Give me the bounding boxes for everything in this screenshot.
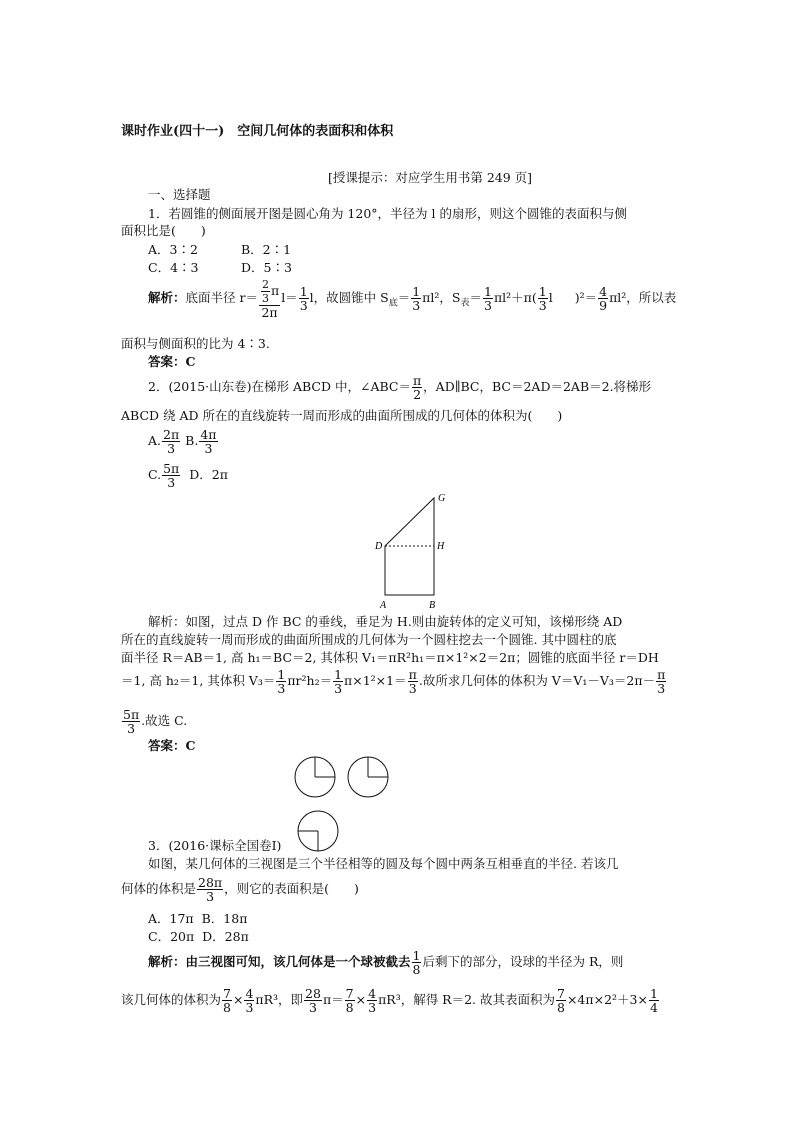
text: l，故圆锥中 S (309, 290, 389, 305)
den: 8 (557, 1000, 565, 1015)
den: 8 (345, 1000, 354, 1015)
q2-option-d: D．2π (189, 467, 228, 482)
fraction (197, 876, 223, 903)
num: 4 (599, 284, 608, 299)
q2-option-b: B. (185, 433, 199, 448)
text: × (232, 992, 244, 1007)
num: 1 (649, 986, 658, 1001)
text: πR³，即 (255, 992, 304, 1007)
den: 2π (261, 305, 278, 320)
text: π＝ (322, 992, 344, 1007)
label-d: D (375, 541, 383, 552)
num: 5π (123, 707, 140, 722)
fraction (598, 285, 608, 312)
q1-option-c: C．4∶3 (148, 260, 199, 275)
den: 3 (245, 1000, 254, 1015)
den: 4 (649, 1000, 658, 1015)
q3-options-ab (148, 911, 247, 927)
den: 3 (538, 298, 547, 313)
text: .故选 C. (141, 713, 188, 728)
text: 该几何体的体积为 (121, 992, 222, 1007)
text: 何体的体积是 (121, 881, 197, 896)
q1-solution-line1 (148, 278, 676, 319)
num: 28 (305, 986, 321, 1001)
num: 4 (245, 986, 254, 1001)
den: 3 (206, 889, 215, 904)
q2-stem-line2: ABCD 绕 AD 所在的直线旋转一周而形成的曲面所围成的几何体的体积为( ) (121, 408, 563, 423)
text: ＝ (469, 290, 482, 305)
q2-answer: 答案：C (148, 738, 196, 753)
q1-option-b: B．2∶1 (241, 242, 292, 257)
num: 2 (261, 278, 269, 291)
num: 1 (277, 667, 286, 682)
q1-stem-line2: 面积比是( ) (121, 223, 206, 238)
text: πR³，解得 R＝2. 故其表面积为 (378, 992, 555, 1007)
q2-options-ab (148, 428, 219, 455)
fraction (556, 987, 566, 1014)
den: 8 (412, 962, 421, 977)
den: 3 (412, 298, 421, 313)
text: 2．(2015·山东卷)在梯形 ABCD 中，∠ABC＝ (148, 379, 411, 394)
text: πl²，所以表 (609, 290, 677, 305)
q2-option-a: A. (148, 433, 162, 448)
den: 3 (309, 1000, 317, 1015)
num: 4π (200, 427, 217, 442)
q1-stem-line1: 1．若圆锥的侧面展开图是圆心角为 120°，半径为 l 的扇形，则这个圆锥的表面积与侧 (148, 206, 627, 221)
q2-solution-line2: 所在的直线旋转一周而形成的曲面所围成的几何体为一个圆柱挖去一个圆锥. 其中圆柱的底 (121, 632, 617, 647)
num: 1 (299, 284, 308, 299)
q2-solution-line4 (121, 668, 667, 695)
label-a: A (380, 600, 387, 611)
q3-option-b: B．18π (201, 911, 248, 926)
text: 底面半径 r＝ (185, 290, 258, 305)
label-g: G (438, 493, 446, 504)
subscript: 表 (460, 298, 470, 309)
q2-solution-line1: 解析：如图，过点 D 作 BC 的垂线，垂足为 H.则由旋转体的定义可知，该梯形绕 AD (148, 614, 623, 629)
text: πl²，S (422, 290, 461, 305)
trapezoid-figure (370, 488, 460, 613)
num: π (412, 373, 422, 388)
num: 1 (538, 284, 547, 299)
label-h: H (437, 541, 445, 552)
q2-options-cd (148, 462, 228, 489)
text: π×1²×1＝ (344, 673, 407, 688)
den: 3 (334, 681, 343, 696)
num: π (657, 667, 666, 682)
q3-option-c: C．20π (148, 929, 195, 944)
q2-solution-line5 (121, 708, 187, 735)
den: 9 (599, 298, 608, 313)
text: l (548, 290, 553, 305)
subscript: 底 (388, 298, 398, 309)
fraction (538, 285, 548, 312)
front-view-circle (295, 757, 335, 797)
solution-label: 解析： (148, 290, 186, 305)
den: 2 (413, 387, 422, 402)
den: 3 (167, 475, 176, 490)
fraction (276, 668, 286, 695)
text: × (355, 992, 367, 1007)
fraction (333, 668, 343, 695)
q3-solution-line1 (148, 949, 623, 976)
fraction (162, 428, 180, 455)
num: 1 (334, 667, 343, 682)
q2-solution-line3: 面半径 R＝AB＝1, 高 h₁＝BC＝2, 其体积 V₁＝πR²h₁＝π×1²×2＝2π；圆锥的底面半径 r＝DH (121, 650, 659, 665)
fraction (299, 285, 309, 312)
q1-option-d: D．5∶3 (241, 260, 292, 275)
text: 后剩下的部分，设球的半径为 R，则 (422, 954, 624, 969)
fraction (412, 949, 422, 976)
text: ＝ (397, 290, 411, 305)
num: 5π (163, 461, 180, 476)
den: 3 (204, 441, 213, 456)
text: πr²h₂＝ (287, 673, 333, 688)
fraction (656, 668, 666, 695)
text: 解析：由三视图可知，该几何体是一个球被截去 (148, 954, 411, 969)
fraction (122, 708, 140, 735)
q1-solution-line2: 面积与侧面积的比为 4∶3. (121, 336, 270, 351)
fraction (222, 987, 232, 1014)
den: 3 (408, 681, 417, 696)
text: ＝1, 高 h₂＝1, 其体积 V₃＝ (121, 673, 276, 688)
q3-stem-line2 (121, 876, 359, 903)
num: π (408, 667, 417, 682)
den: 3 (484, 298, 492, 313)
fraction (411, 285, 421, 312)
fraction (199, 428, 217, 455)
page-title: 课时作业(四十一) 空间几何体的表面积和体积 (121, 124, 394, 139)
text: )²＝ (574, 290, 598, 305)
text: ，AD∥BC，BC＝2AD＝2AB＝2.将梯形 (423, 379, 652, 394)
text: .故所求几何体的体积为 V＝V₁－V₃＝2π－ (418, 673, 656, 688)
q3-options-cd (148, 929, 249, 945)
label-b: B (429, 600, 436, 611)
section-heading: 一、选择题 (148, 187, 211, 202)
fraction (408, 668, 418, 695)
num: 1 (412, 284, 421, 299)
den: 3 (261, 292, 269, 305)
text: ×4π×2²＋3× (566, 992, 648, 1007)
side-view-circle (348, 757, 388, 797)
den: 3 (277, 681, 286, 696)
den: 3 (657, 681, 666, 696)
q3-stem-line1: 如图，某几何体的三视图是三个半径相等的圆及每个圆中两条互相垂直的半径. 若该几 (148, 856, 619, 871)
fraction (483, 285, 493, 312)
num: 1 (412, 948, 421, 963)
den: 3 (127, 721, 136, 736)
fraction (244, 987, 254, 1014)
q3-stem-line0: 3．(2016·课标全国卷Ⅰ) (148, 838, 282, 853)
text: πl²＋π( (493, 290, 537, 305)
q3-option-d: D．28π (202, 929, 249, 944)
q1-option-a: A．3∶2 (148, 242, 198, 257)
fraction (304, 987, 322, 1014)
den: 3 (368, 1000, 377, 1015)
q1-answer: 答案：C (148, 354, 196, 369)
num: 28π (198, 875, 223, 890)
q3-option-a: A．17π (148, 911, 194, 926)
fraction (367, 987, 377, 1014)
num: 4 (368, 986, 377, 1001)
fraction (649, 987, 659, 1014)
num: 7 (223, 986, 231, 1001)
fraction (162, 462, 180, 489)
num: 1 (484, 284, 492, 299)
text: ，则它的表面积是( ) (224, 881, 359, 896)
fraction (345, 987, 355, 1014)
hint-text: [授课提示：对应学生用书第 249 页] (328, 170, 533, 185)
q2-option-c: C. (148, 467, 162, 482)
den: 3 (167, 441, 176, 456)
fraction (412, 374, 422, 401)
num: 2π (163, 427, 180, 442)
fraction (259, 278, 280, 319)
num: 7 (345, 986, 354, 1001)
pi: π (270, 283, 280, 298)
den: 8 (223, 1000, 231, 1015)
num: 7 (557, 986, 565, 1001)
q3-solution-line2 (121, 987, 660, 1014)
text: l＝ (281, 290, 298, 305)
three-view-figure (290, 755, 400, 855)
q2-stem-line1 (148, 374, 651, 401)
top-view-circle (298, 811, 338, 851)
den: 3 (299, 298, 308, 313)
